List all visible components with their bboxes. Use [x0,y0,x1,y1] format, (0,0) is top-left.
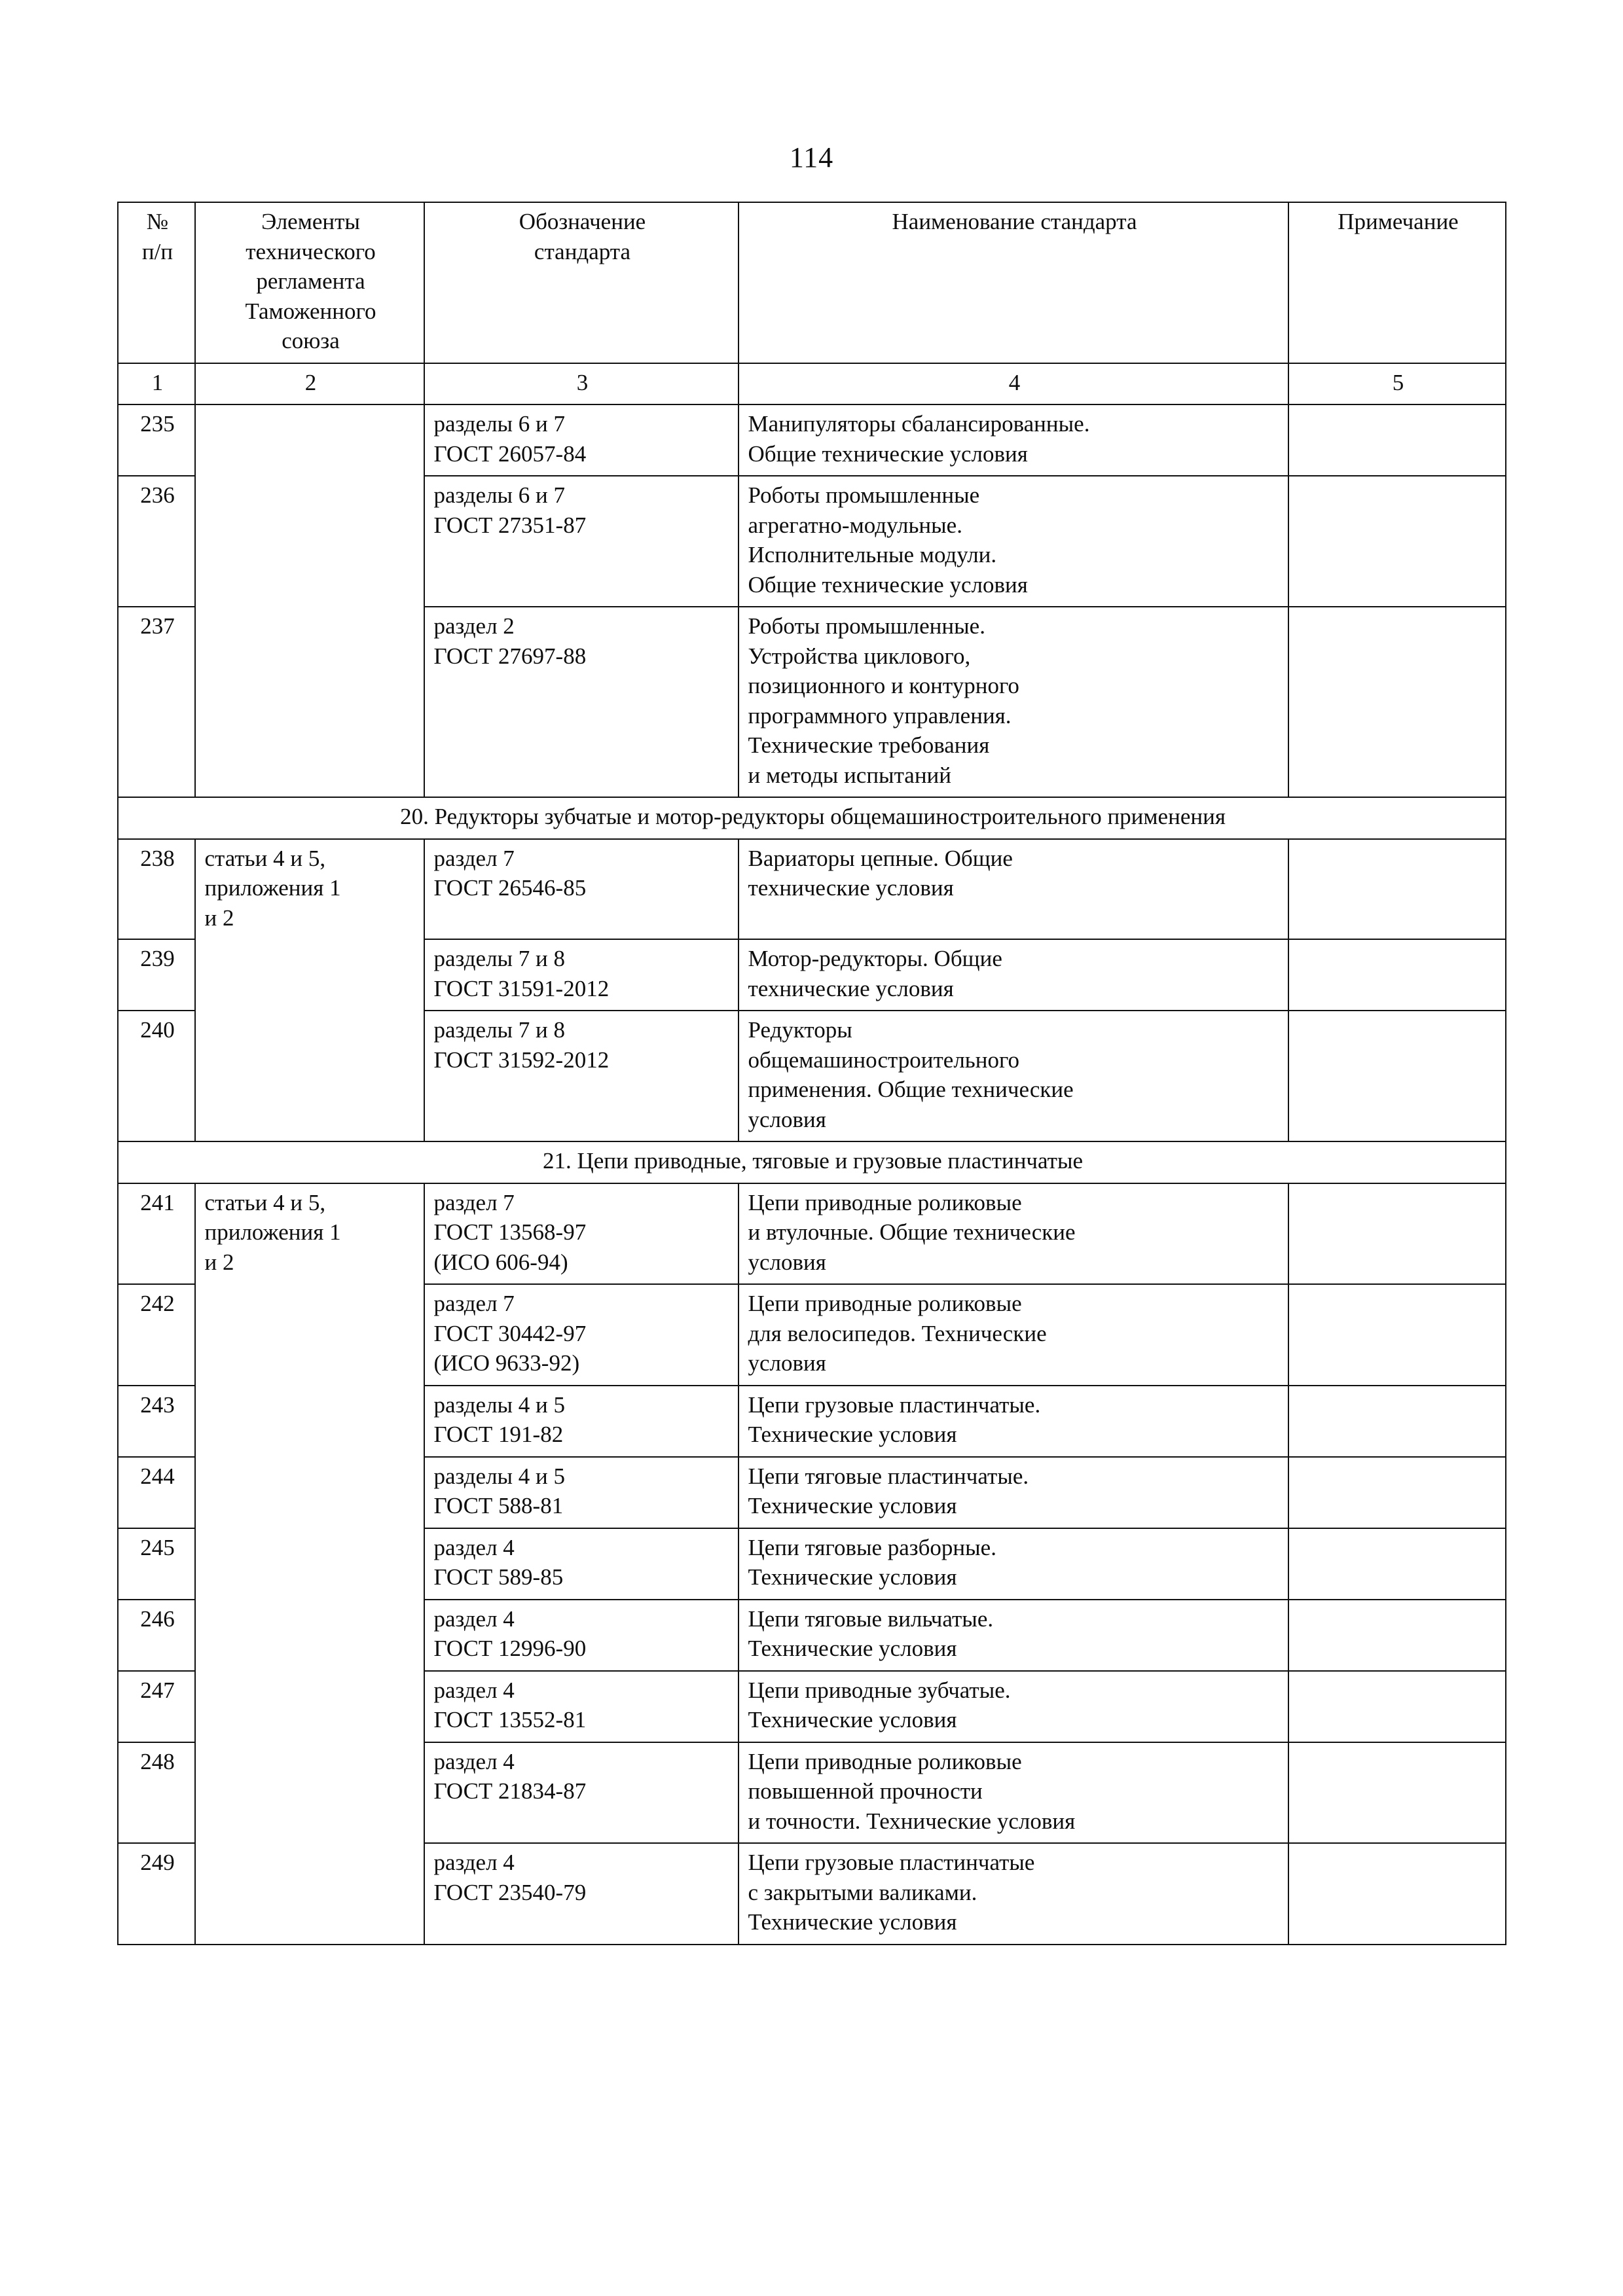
table-row [118,1183,1506,1285]
cell-regulation-elements [195,1284,424,1386]
cell-standard-designation: раздел 4 ГОСТ 23540-79 [424,1843,739,1945]
cell-standard-designation: раздел 4 ГОСТ 12996-90 [424,1600,739,1671]
cell-standard-name: Цепи грузовые пластинчатые с закрытыми валиками. Технические условия [739,1843,1288,1945]
cell-note [1288,1284,1506,1386]
cell-standard-name: Мотор-редукторы. Общие технические условия [739,939,1288,1011]
cell-note [1288,1011,1506,1141]
cell-row-number: 240 [118,1011,195,1141]
column-header-3: Обозначение стандарта [424,202,739,363]
table-row [118,1284,1506,1386]
cell-standard-name: Цепи тяговые пластинчатые. Технические условия [739,1457,1288,1528]
cell-row-number: 235 [118,404,195,476]
cell-regulation-elements [195,1386,424,1457]
cell-regulation-elements [195,1011,424,1141]
column-number-1: 1 [118,363,195,405]
cell-row-number: 242 [118,1284,195,1386]
cell-note [1288,839,1506,940]
cell-standard-name: Манипуляторы сбалансированные. Общие технические условия [739,404,1288,476]
cell-standard-name: Цепи приводные роликовые повышенной прочности и точности. Технические условия [739,1742,1288,1844]
table-row [118,607,1506,797]
cell-note [1288,1600,1506,1671]
cell-regulation-elements: статьи 4 и 5, приложения 1 и 2 [195,1183,424,1285]
cell-regulation-elements [195,1843,424,1945]
cell-standard-name: Роботы промышленные. Устройства циклового, позиционного и контурного программного управления. Технические требования и методы испытаний [739,607,1288,797]
cell-standard-name: Цепи тяговые вильчатые. Технические условия [739,1600,1288,1671]
cell-standard-name: Цепи приводные зубчатые. Технические условия [739,1671,1288,1742]
column-header-4: Наименование стандарта [739,202,1288,363]
cell-note [1288,1457,1506,1528]
cell-standard-name: Цепи тяговые разборные. Технические условия [739,1528,1288,1600]
column-header-1: № п/п [118,202,195,363]
column-number-3: 3 [424,363,739,405]
cell-standard-name: Цепи грузовые пластинчатые. Технические условия [739,1386,1288,1457]
table-row [118,939,1506,1011]
table-row [118,1742,1506,1844]
table-row [118,476,1506,607]
cell-standard-designation: раздел 4 ГОСТ 589-85 [424,1528,739,1600]
cell-standard-designation: разделы 6 и 7 ГОСТ 26057-84 [424,404,739,476]
table-header-row [118,202,1506,363]
table-row [118,404,1506,476]
cell-standard-designation: раздел 7 ГОСТ 30442-97 (ИСО 9633-92) [424,1284,739,1386]
cell-regulation-elements [195,404,424,476]
cell-row-number: 247 [118,1671,195,1742]
cell-regulation-elements [195,1671,424,1742]
cell-note [1288,1742,1506,1844]
cell-standard-designation: разделы 6 и 7 ГОСТ 27351-87 [424,476,739,607]
column-header-5: Примечание [1288,202,1506,363]
cell-standard-name: Цепи приводные роликовые и втулочные. Общие технические условия [739,1183,1288,1285]
standards-table [117,202,1506,1945]
cell-regulation-elements [195,476,424,607]
cell-row-number: 245 [118,1528,195,1600]
cell-standard-name: Редукторы общемашиностроительного применения. Общие технические условия [739,1011,1288,1141]
cell-note [1288,404,1506,476]
cell-note [1288,1843,1506,1945]
column-number-row [118,363,1506,405]
section-heading-row [118,1141,1506,1183]
table-row [118,1671,1506,1742]
cell-row-number: 237 [118,607,195,797]
cell-regulation-elements [195,1600,424,1671]
cell-note [1288,1183,1506,1285]
table-row [118,1386,1506,1457]
cell-note [1288,1386,1506,1457]
cell-row-number: 243 [118,1386,195,1457]
cell-note [1288,939,1506,1011]
section-heading-row [118,797,1506,839]
column-number-5: 5 [1288,363,1506,405]
cell-standard-designation: раздел 2 ГОСТ 27697-88 [424,607,739,797]
cell-row-number: 239 [118,939,195,1011]
cell-note [1288,1671,1506,1742]
cell-row-number: 238 [118,839,195,940]
cell-row-number: 241 [118,1183,195,1285]
cell-note [1288,1528,1506,1600]
column-number-2: 2 [195,363,424,405]
cell-standard-name: Вариаторы цепные. Общие технические условия [739,839,1288,940]
table-body [118,202,1506,1945]
cell-note [1288,476,1506,607]
cell-regulation-elements [195,1528,424,1600]
cell-regulation-elements [195,607,424,797]
cell-standard-designation: раздел 7 ГОСТ 26546-85 [424,839,739,940]
cell-regulation-elements [195,939,424,1011]
table-row [118,1457,1506,1528]
page-number: 114 [789,141,834,173]
cell-regulation-elements: статьи 4 и 5, приложения 1 и 2 [195,839,424,940]
cell-standard-designation: раздел 4 ГОСТ 13552-81 [424,1671,739,1742]
cell-row-number: 246 [118,1600,195,1671]
section-heading: 21. Цепи приводные, тяговые и грузовые пластинчатые [118,1141,1506,1183]
table-row [118,1843,1506,1945]
table-row [118,1528,1506,1600]
column-number-4: 4 [739,363,1288,405]
cell-note [1288,607,1506,797]
cell-row-number: 249 [118,1843,195,1945]
cell-standard-name: Роботы промышленные агрегатно-модульные. Исполнительные модули. Общие технические условия [739,476,1288,607]
cell-standard-designation: разделы 4 и 5 ГОСТ 588-81 [424,1457,739,1528]
table-row [118,839,1506,940]
cell-row-number: 236 [118,476,195,607]
cell-row-number: 248 [118,1742,195,1844]
cell-standard-designation: разделы 7 и 8 ГОСТ 31592-2012 [424,1011,739,1141]
cell-regulation-elements [195,1457,424,1528]
cell-regulation-elements [195,1742,424,1844]
cell-row-number: 244 [118,1457,195,1528]
cell-standard-designation: раздел 7 ГОСТ 13568-97 (ИСО 606-94) [424,1183,739,1285]
table-row [118,1011,1506,1141]
section-heading: 20. Редукторы зубчатые и мотор-редукторы общемашиностроительного применения [118,797,1506,839]
cell-standard-designation: разделы 7 и 8 ГОСТ 31591-2012 [424,939,739,1011]
cell-standard-name: Цепи приводные роликовые для велосипедов. Технические условия [739,1284,1288,1386]
cell-standard-designation: разделы 4 и 5 ГОСТ 191-82 [424,1386,739,1457]
table-row [118,1600,1506,1671]
column-header-2: Элементы технического регламента Таможенного союза [195,202,424,363]
cell-standard-designation: раздел 4 ГОСТ 21834-87 [424,1742,739,1844]
